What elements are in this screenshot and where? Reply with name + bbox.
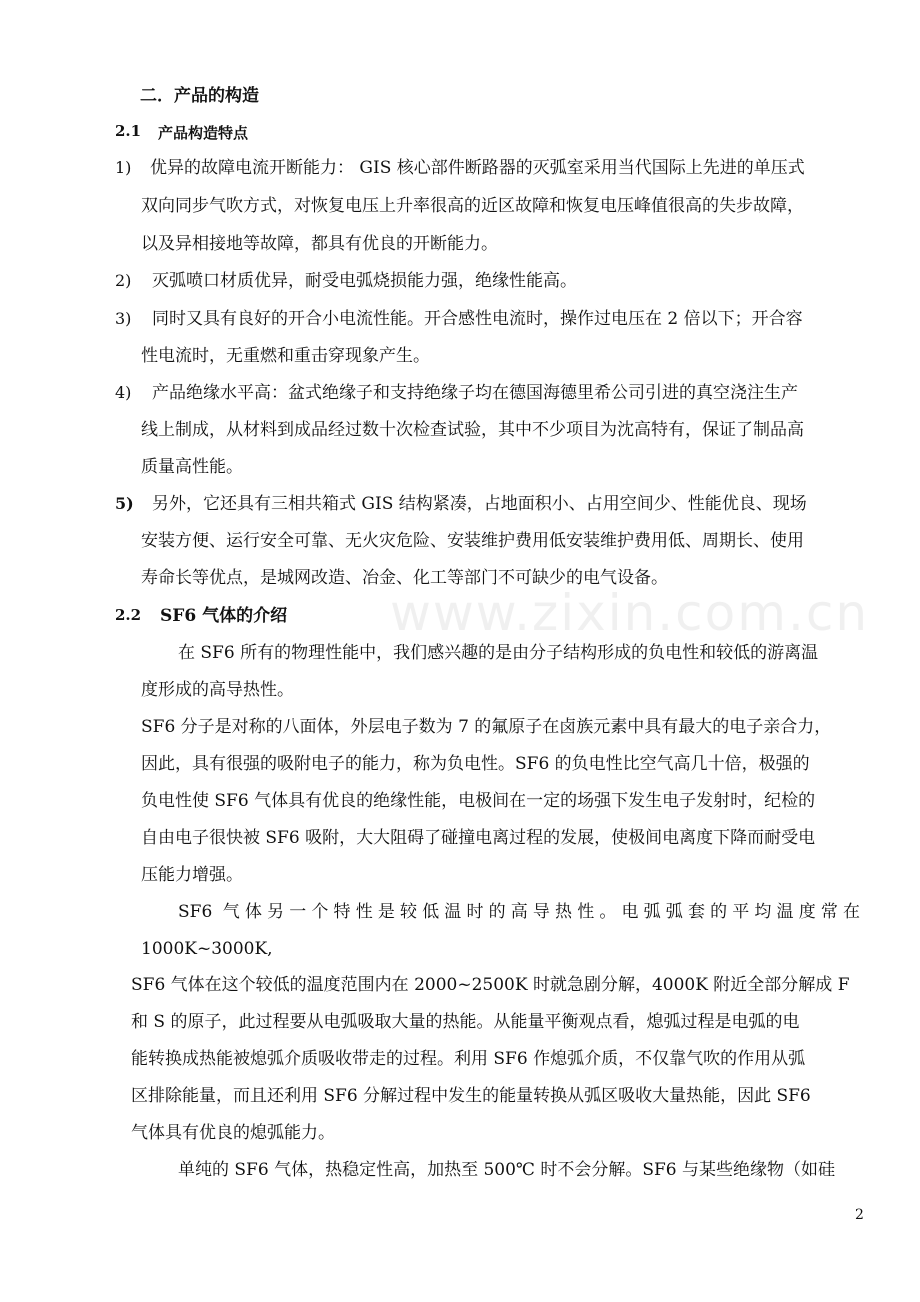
paragraph-line: 压能力增强。 [141, 865, 243, 885]
list-item-line: 质量高性能。 [141, 457, 243, 477]
paragraph-line: 1000K~3000K, [141, 939, 273, 959]
list-item-number: 1) [115, 158, 132, 177]
list-item-line: 优异的故障电流开断能力： GIS 核心部件断路器的灭弧室采用当代国际上先进的单压式 [150, 158, 805, 178]
paragraph-line: 气体具有优良的熄弧能力。 [131, 1123, 335, 1143]
paragraph-line: 度形成的高导热性。 [141, 680, 294, 700]
list-item-line: 安装方便、运行安全可靠、无火灾危险、安装维护费用低安装维护费用低、周期长、使用 [141, 531, 804, 551]
list-item-line: 寿命长等优点，是城网改造、冶金、化工等部门不可缺少的电气设备。 [141, 568, 668, 588]
list-item-line: 灭弧喷口材质优异，耐受电弧烧损能力强，绝缘性能高。 [152, 271, 577, 291]
list-item-number: 3) [115, 309, 132, 328]
paragraph-line: SF6 气体另一个特性是较低温时的高导热性。电弧弧套的平均温度常在 [178, 902, 860, 922]
list-item-number: 4) [115, 383, 132, 402]
subsection-number: 2.1 [115, 122, 142, 140]
paragraph-line: 区排除能量，而且还利用 SF6 分解过程中发生的能量转换从弧区吸收大量热能，因此 SF6 [131, 1086, 811, 1106]
paragraph-line: 能转换成热能被熄弧介质吸收带走的过程。利用 SF6 作熄弧介质，不仅靠气吹的作用从弧 [131, 1049, 806, 1069]
list-item-line: 双向同步气吹方式，对恢复电压上升率很高的近区故障和恢复电压峰值很高的失步故障， [141, 196, 804, 216]
subsection-title: SF6 气体的介绍 [160, 606, 288, 626]
paragraph-line: 自由电子很快被 SF6 吸附，大大阻碍了碰撞电离过程的发展，使极间电离度下降而耐受电 [141, 828, 816, 848]
paragraph-line: 负电性使 SF6 气体具有优良的绝缘性能，电极间在一定的场强下发生电子发射时，纪检的 [141, 791, 816, 811]
paragraph-line: 因此，具有很强的吸附电子的能力，称为负电性。SF6 的负电性比空气高几十倍，极强的 [141, 754, 810, 774]
paragraph-line: SF6 分子是对称的八面体，外层电子数为 7 的氟原子在卤族元素中具有最大的电子亲合力， [141, 717, 832, 737]
paragraph-line: SF6 气体在这个较低的温度范围内在 2000~2500K 时就急剧分解，4000K 附近全部分解成 F [131, 975, 850, 995]
page-number: 2 [855, 1207, 864, 1223]
list-item-number: 5) [115, 494, 134, 513]
list-item-line: 产品绝缘水平高：盆式绝缘子和支持绝缘子均在德国海德里希公司引进的真空浇注生产 [152, 383, 798, 403]
list-item-line: 同时又具有良好的开合小电流性能。开合感性电流时，操作过电压在 2 倍以下；开合容 [152, 309, 803, 329]
list-item-line: 线上制成，从材料到成品经过数十次检查试验，其中不少项目为沈高特有，保证了制品高 [141, 420, 804, 440]
list-item-number: 2) [115, 271, 132, 290]
list-item-line: 性电流时，无重燃和重击穿现象产生。 [141, 346, 430, 366]
paragraph-line: 在 SF6 所有的物理性能中，我们感兴趣的是由分子结构形成的负电性和较低的游离温 [178, 643, 819, 663]
paragraph-line: 单纯的 SF6 气体，热稳定性高，加热至 500℃ 时不会分解。SF6 与某些绝缘物（如硅 [178, 1160, 835, 1180]
list-item-line: 另外，它还具有三相共箱式 GIS 结构紧凑，占地面积小、占用空间少、性能优良、现场 [152, 494, 807, 514]
section-title: 二．产品的构造 [140, 86, 259, 106]
subsection-title: 产品构造特点 [158, 124, 249, 142]
watermark: www.zixin.com.cn [390, 584, 870, 642]
paragraph-line: 和 S 的原子，此过程要从电弧吸取大量的热能。从能量平衡观点看，熄弧过程是电弧的电 [131, 1012, 800, 1032]
subsection-number: 2.2 [115, 606, 142, 624]
list-item-line: 以及异相接地等故障，都具有优良的开断能力。 [141, 234, 498, 254]
